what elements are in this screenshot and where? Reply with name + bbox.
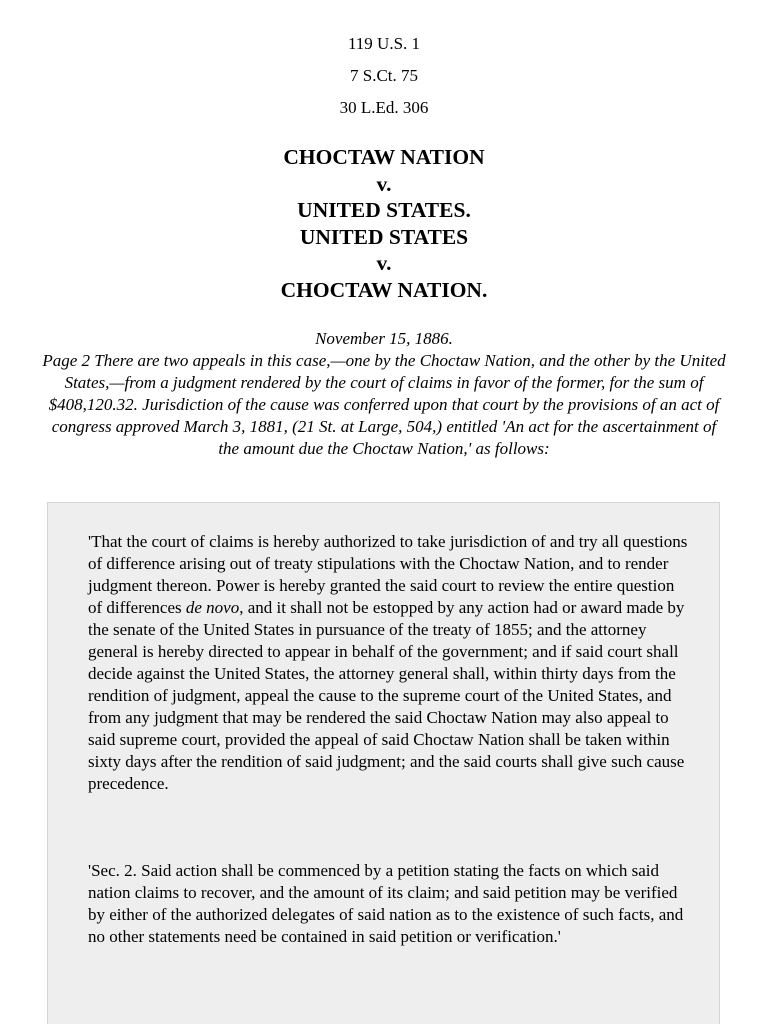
quote-text-segment: , and it shall not be estopped by any action had or award made by the senate of the United States in pursuance of the treaty of 1855; and the attorney general is hereby directed to appear in behalf of the government; and if said court shall decide against the United States, the attorney general shall, within thirty days from the rendition of judgment, appeal the cause to the supreme court of the United States, and from any judgment that may be rendered the said Choctaw Nation may also appeal to said supreme court, provided the appeal of said Choctaw Nation shall be taken within sixty days after the rendition of said judgment; and the said courts shall give such cause precedence. [88,598,685,793]
caption-line: UNITED STATES. [297,198,471,222]
statute-quote-block [47,502,720,1024]
statute-section-2: 'Sec. 2. Said action shall be commenced by a petition stating the facts on which said nation claims to recover, and the amount of its claim; and said petition may be verified by either of the authorized delegates of said nation as to the existence of such facts, and no other statements need be contained in said petition or verification.' [88,861,684,946]
statute-section-1 [88,531,688,795]
intro-paragraph: Page 2 There are two appeals in this case,—one by the Choctaw Nation, and the other by the United States,—from a judgment rendered by the court of claims in favor of the former, for the sum of $408,120.32. Jurisdiction of the cause was conferred upon that court by the provisions of an act of congress approved March 3, 1881, (21 St. at Large, 504,) entitled 'An act for the ascertainment of the amount due the Choctaw Nation,' as follows: [42,351,726,458]
caption-line: CHOCTAW NATION. [280,277,488,302]
quote-text-segment: 'That the court of claims is hereby authorized to take jurisdiction of and try all questions of difference arising out of treaty stipulations with the Choctaw Nation, and to render judgment thereon. Power is hereby granted the said court to review the entire question of differences [88,532,688,617]
caption-line: v. [376,171,392,196]
citation-us-reports: 119 U.S. 1 [347,34,421,53]
decision-date: November 15, 1886. [315,329,453,348]
caption-line: v. [376,251,392,275]
caption-line: CHOCTAW NATION [283,145,485,169]
caption-line: UNITED STATES [299,224,469,249]
case-caption [0,144,768,303]
citations [0,34,768,130]
citation-lawyers-edition: 30 L.Ed. 306 [339,98,429,117]
citation-supreme-court-reporter: 7 S.Ct. 75 [349,66,419,85]
quote-italic-term: de novo [185,598,240,617]
